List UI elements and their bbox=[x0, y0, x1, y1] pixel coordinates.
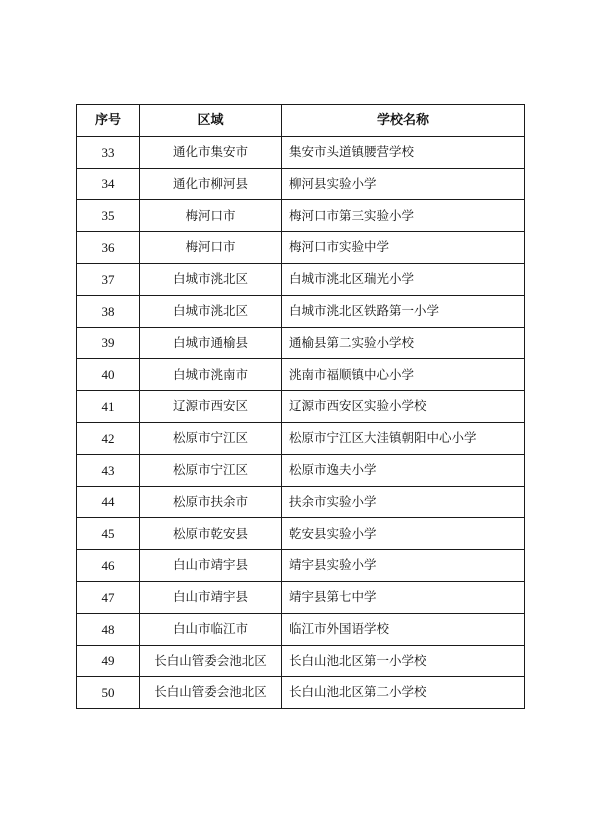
table-row bbox=[77, 200, 525, 232]
cell-school-name: 松原市逸夫小学 bbox=[282, 454, 525, 486]
cell-region: 长白山管委会池北区 bbox=[140, 645, 282, 677]
cell-school-name: 乾安县实验小学 bbox=[282, 518, 525, 550]
table-row bbox=[77, 486, 525, 518]
cell-school-name: 柳河县实验小学 bbox=[282, 168, 525, 200]
table-row bbox=[77, 645, 525, 677]
cell-serial-number: 47 bbox=[77, 581, 140, 613]
cell-serial-number: 43 bbox=[77, 454, 140, 486]
cell-serial-number: 33 bbox=[77, 136, 140, 168]
table-row bbox=[77, 263, 525, 295]
cell-region: 梅河口市 bbox=[140, 200, 282, 232]
cell-region: 松原市宁江区 bbox=[140, 454, 282, 486]
cell-region: 松原市乾安县 bbox=[140, 518, 282, 550]
cell-serial-number: 46 bbox=[77, 550, 140, 582]
table-header-row bbox=[77, 105, 525, 137]
cell-serial-number: 40 bbox=[77, 359, 140, 391]
cell-serial-number: 50 bbox=[77, 677, 140, 709]
school-list-table bbox=[76, 104, 525, 709]
cell-school-name: 松原市宁江区大洼镇朝阳中心小学 bbox=[282, 422, 525, 454]
table-row bbox=[77, 422, 525, 454]
cell-serial-number: 49 bbox=[77, 645, 140, 677]
cell-serial-number: 34 bbox=[77, 168, 140, 200]
cell-school-name: 洮南市福顺镇中心小学 bbox=[282, 359, 525, 391]
cell-region: 通化市集安市 bbox=[140, 136, 282, 168]
table-row bbox=[77, 550, 525, 582]
header-school-name: 学校名称 bbox=[282, 105, 525, 137]
table-row bbox=[77, 136, 525, 168]
cell-region: 白城市通榆县 bbox=[140, 327, 282, 359]
cell-region: 白山市临江市 bbox=[140, 613, 282, 645]
cell-region: 松原市扶余市 bbox=[140, 486, 282, 518]
cell-serial-number: 48 bbox=[77, 613, 140, 645]
cell-serial-number: 38 bbox=[77, 295, 140, 327]
table-row bbox=[77, 518, 525, 550]
cell-school-name: 长白山池北区第二小学校 bbox=[282, 677, 525, 709]
header-region: 区域 bbox=[140, 105, 282, 137]
cell-school-name: 靖宇县第七中学 bbox=[282, 581, 525, 613]
cell-region: 白城市洮南市 bbox=[140, 359, 282, 391]
cell-school-name: 靖宇县实验小学 bbox=[282, 550, 525, 582]
table-row bbox=[77, 232, 525, 264]
table-row bbox=[77, 168, 525, 200]
cell-serial-number: 42 bbox=[77, 422, 140, 454]
table-row bbox=[77, 295, 525, 327]
cell-school-name: 白城市洮北区铁路第一小学 bbox=[282, 295, 525, 327]
cell-region: 通化市柳河县 bbox=[140, 168, 282, 200]
cell-region: 白山市靖宇县 bbox=[140, 581, 282, 613]
cell-region: 白城市洮北区 bbox=[140, 295, 282, 327]
cell-region: 梅河口市 bbox=[140, 232, 282, 264]
cell-serial-number: 37 bbox=[77, 263, 140, 295]
cell-school-name: 白城市洮北区瑞光小学 bbox=[282, 263, 525, 295]
cell-school-name: 扶余市实验小学 bbox=[282, 486, 525, 518]
cell-region: 长白山管委会池北区 bbox=[140, 677, 282, 709]
cell-region: 辽源市西安区 bbox=[140, 391, 282, 423]
cell-school-name: 梅河口市第三实验小学 bbox=[282, 200, 525, 232]
cell-serial-number: 39 bbox=[77, 327, 140, 359]
table-row bbox=[77, 327, 525, 359]
cell-serial-number: 45 bbox=[77, 518, 140, 550]
cell-serial-number: 41 bbox=[77, 391, 140, 423]
table-row bbox=[77, 454, 525, 486]
table-row bbox=[77, 581, 525, 613]
header-serial-number: 序号 bbox=[77, 105, 140, 137]
cell-region: 松原市宁江区 bbox=[140, 422, 282, 454]
cell-school-name: 辽源市西安区实验小学校 bbox=[282, 391, 525, 423]
cell-region: 白城市洮北区 bbox=[140, 263, 282, 295]
cell-school-name: 通榆县第二实验小学校 bbox=[282, 327, 525, 359]
cell-serial-number: 44 bbox=[77, 486, 140, 518]
cell-region: 白山市靖宇县 bbox=[140, 550, 282, 582]
cell-school-name: 长白山池北区第一小学校 bbox=[282, 645, 525, 677]
table-row bbox=[77, 613, 525, 645]
cell-school-name: 集安市头道镇腰营学校 bbox=[282, 136, 525, 168]
table-row bbox=[77, 677, 525, 709]
table-row bbox=[77, 359, 525, 391]
cell-school-name: 临江市外国语学校 bbox=[282, 613, 525, 645]
cell-school-name: 梅河口市实验中学 bbox=[282, 232, 525, 264]
cell-serial-number: 35 bbox=[77, 200, 140, 232]
cell-serial-number: 36 bbox=[77, 232, 140, 264]
table-row bbox=[77, 391, 525, 423]
